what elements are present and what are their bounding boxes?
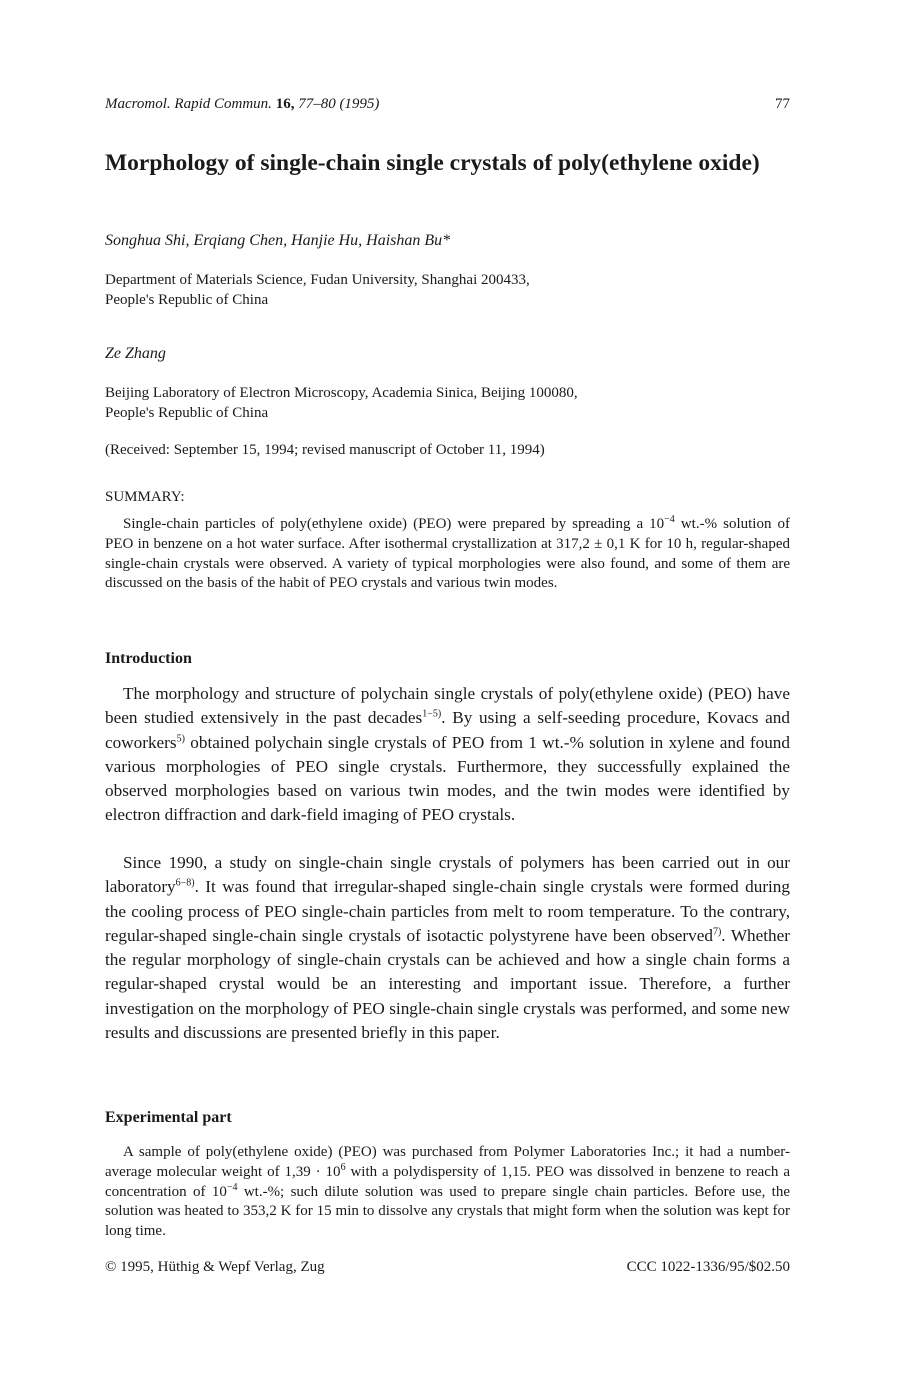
reference-marker[interactable]: 6−8) bbox=[175, 877, 195, 889]
running-head bbox=[105, 96, 790, 113]
text-run: Since 1990, a study on single-chain single crystals of polymers has been carried out in our laboratory bbox=[105, 853, 790, 897]
text-run: with a polydispersity of 1,15. PEO was dissolved in benzene to reach a concentration of 10 bbox=[105, 1163, 790, 1200]
text-run: The morphology and structure of polychain single crystals of poly(ethylene oxide) (PEO) have been studied extensively in the past decades bbox=[105, 684, 790, 728]
journal-name: Macromol. Rapid Commun. bbox=[105, 96, 272, 112]
reference-marker[interactable]: 5) bbox=[176, 732, 185, 744]
affiliation-2-line-2: People's Republic of China bbox=[105, 405, 269, 421]
intro-paragraph-2 bbox=[105, 851, 790, 1045]
intro-paragraph-1 bbox=[105, 682, 790, 828]
page-footer bbox=[105, 1259, 790, 1276]
reference-marker[interactable]: 7) bbox=[712, 926, 722, 938]
author-list-2: Ze Zhang bbox=[105, 345, 166, 362]
text-run: A sample of poly(ethylene oxide) (PEO) was purchased from Polymer Laboratories Inc.; it had a number-average molecular weight of 1,39 · 10 bbox=[105, 1144, 790, 1180]
reference-marker[interactable]: 1−5) bbox=[422, 708, 442, 720]
exponent: 6 bbox=[340, 1161, 346, 1173]
copyright-notice: © 1995, Hüthig & Wepf Verlag, Zug bbox=[105, 1259, 325, 1275]
exponent: −4 bbox=[226, 1181, 238, 1193]
page-number: 77 bbox=[775, 96, 790, 112]
section-heading-experimental: Experimental part bbox=[105, 1109, 232, 1126]
section-heading-introduction: Introduction bbox=[105, 650, 192, 667]
ccc-code: CCC 1022-1336/95/$02.50 bbox=[626, 1259, 790, 1275]
paper-title: Morphology of single-chain single crystals of poly(ethylene oxide) bbox=[105, 150, 760, 176]
text-run: . Whether the regular morphology of single-chain crystals can be achieved and how a single chain forms a regular-shaped crystal would be an interesting and important issue. Therefore, a further investigation on the morphology of PEO single-chain single crystals was performed, and some new results and discussions are presented briefly in this paper. bbox=[105, 925, 790, 1043]
journal-volume: 16, bbox=[275, 96, 295, 112]
affiliation-1-line-1: Department of Materials Science, Fudan University, Shanghai 200433, bbox=[105, 272, 530, 288]
author-list-1: Songhua Shi, Erqiang Chen, Hanjie Hu, Haishan Bu* bbox=[105, 232, 451, 249]
journal-pages-year: 77–80 (1995) bbox=[298, 96, 380, 112]
experimental-paragraph bbox=[105, 1143, 790, 1242]
text-run: . It was found that irregular-shaped single-chain single crystals were formed during the cooling process of PEO single-chain particles from melt to room temperature. To the contrary, regular-shaped single-chain single crystals of isotactic polystyrene have been observed bbox=[105, 877, 790, 945]
summary-text bbox=[105, 515, 790, 594]
affiliation-1 bbox=[105, 270, 530, 310]
summary-text-part: Single-chain particles of poly(ethylene oxide) (PEO) were prepared by spreading a 10 bbox=[123, 516, 665, 532]
text-run: wt.-%; such dilute solution was used to prepare single chain particles. Before use, the solution was heated to 353,2 K for 15 min to dissolve any crystals that might form when the solution was kept for long time. bbox=[105, 1183, 790, 1240]
summary-label: SUMMARY: bbox=[105, 489, 185, 505]
text-run: . By using a self-seeding procedure, Kovacs and coworkers bbox=[105, 708, 790, 752]
text-run: obtained polychain single crystals of PEO from 1 wt.-% solution in xylene and found various morphologies of PEO single crystals. Furthermore, they successfully explained the observed morphologies based on various twin modes, and the twin modes were identified by electron diffraction and dark-field imaging of PEO crystals. bbox=[105, 732, 790, 825]
summary-exponent: −4 bbox=[664, 514, 675, 525]
affiliation-1-line-2: People's Republic of China bbox=[105, 292, 269, 308]
affiliation-2 bbox=[105, 383, 578, 423]
received-dates: (Received: September 15, 1994; revised manuscript of October 11, 1994) bbox=[105, 442, 545, 458]
affiliation-2-line-1: Beijing Laboratory of Electron Microscopy, Academia Sinica, Beijing 100080, bbox=[105, 385, 578, 401]
summary-text-part: wt.-% solution of PEO in benzene on a hot water surface. After isothermal crystallization at 317,2 ± 0,1 K for 10 h, regular-shaped single-chain crystals were observed. A variety of typical morphologies were also found, and some of them are discussed on the basis of the habit of PEO crystals and various twin modes. bbox=[105, 516, 790, 592]
